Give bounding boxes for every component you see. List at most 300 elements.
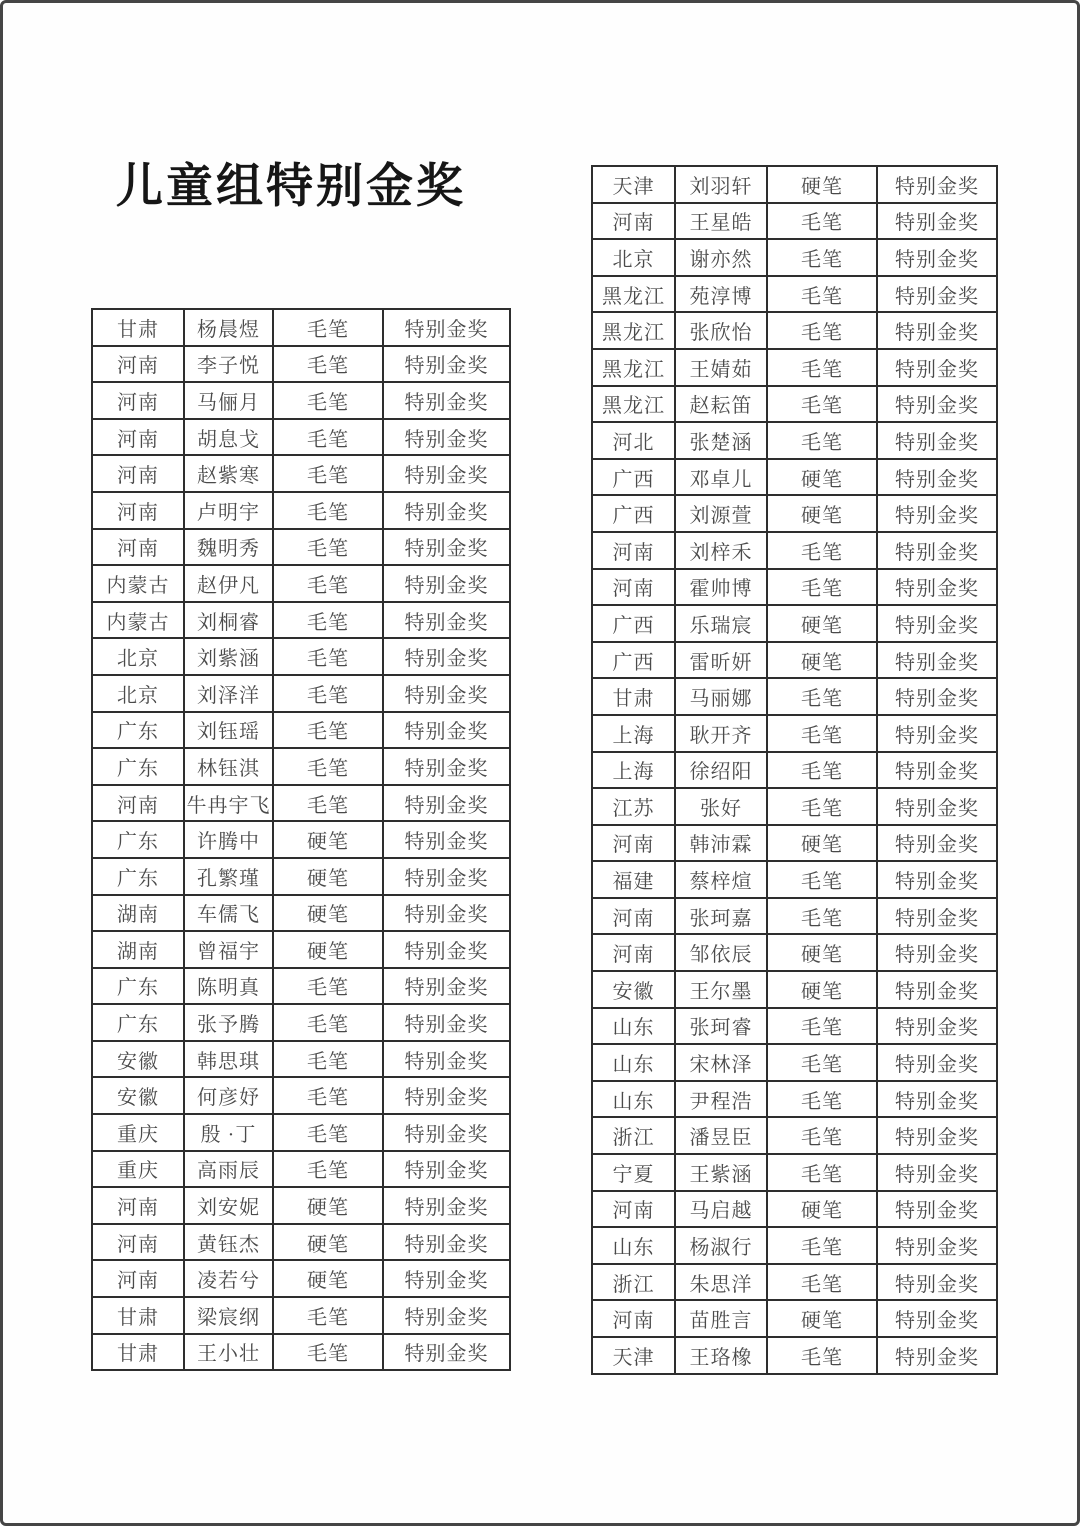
cell-award: 特别金奖 bbox=[877, 386, 997, 423]
cell-name: 苗胜言 bbox=[675, 1300, 767, 1337]
table-row bbox=[92, 712, 510, 749]
cell-award: 特别金奖 bbox=[877, 495, 997, 532]
table-row bbox=[92, 858, 510, 895]
table-row bbox=[592, 715, 997, 752]
cell-name: 杨淑行 bbox=[675, 1227, 767, 1264]
cell-award: 特别金奖 bbox=[383, 602, 510, 639]
table-row bbox=[92, 1077, 510, 1114]
cell-award: 特别金奖 bbox=[383, 309, 510, 346]
cell-name: 高雨辰 bbox=[184, 1151, 273, 1188]
cell-province: 河南 bbox=[592, 934, 675, 971]
cell-name: 李子悦 bbox=[184, 346, 273, 383]
table-row bbox=[592, 459, 997, 496]
table-row bbox=[592, 1300, 997, 1337]
cell-award: 特别金奖 bbox=[383, 1151, 510, 1188]
cell-province: 宁夏 bbox=[592, 1154, 675, 1191]
cell-name: 张予腾 bbox=[184, 1004, 273, 1041]
cell-award: 特别金奖 bbox=[877, 1191, 997, 1228]
cell-name: 梁宸纲 bbox=[184, 1297, 273, 1334]
cell-name: 黄钰杰 bbox=[184, 1224, 273, 1261]
table-row bbox=[92, 821, 510, 858]
cell-award: 特别金奖 bbox=[877, 934, 997, 971]
table-row bbox=[92, 931, 510, 968]
table-row bbox=[592, 532, 997, 569]
cell-province: 黑龙江 bbox=[592, 386, 675, 423]
cell-name: 刘羽轩 bbox=[675, 166, 767, 203]
cell-award: 特别金奖 bbox=[383, 785, 510, 822]
cell-province: 内蒙古 bbox=[92, 602, 184, 639]
cell-name: 孔繁瑾 bbox=[184, 858, 273, 895]
cell-name: 谢亦然 bbox=[675, 239, 767, 276]
cell-province: 河南 bbox=[592, 1300, 675, 1337]
cell-name: 刘桐睿 bbox=[184, 602, 273, 639]
table-row bbox=[592, 752, 997, 789]
cell-province: 广东 bbox=[92, 858, 184, 895]
cell-award: 特别金奖 bbox=[877, 276, 997, 313]
cell-province: 黑龙江 bbox=[592, 349, 675, 386]
cell-province: 山东 bbox=[592, 1081, 675, 1118]
table-row bbox=[92, 346, 510, 383]
cell-award: 特别金奖 bbox=[877, 1044, 997, 1081]
cell-pen-type: 毛笔 bbox=[273, 1041, 383, 1078]
table-row bbox=[92, 675, 510, 712]
cell-name: 乐瑞宸 bbox=[675, 605, 767, 642]
cell-province: 湖南 bbox=[92, 895, 184, 932]
cell-province: 安徽 bbox=[592, 971, 675, 1008]
table-row bbox=[92, 1151, 510, 1188]
award-table-left bbox=[91, 308, 511, 1371]
cell-province: 河南 bbox=[592, 1191, 675, 1228]
cell-province: 河南 bbox=[592, 569, 675, 606]
cell-award: 特别金奖 bbox=[877, 1337, 997, 1374]
cell-name: 杨晨煜 bbox=[184, 309, 273, 346]
cell-award: 特别金奖 bbox=[383, 455, 510, 492]
cell-pen-type: 毛笔 bbox=[767, 715, 877, 752]
cell-award: 特别金奖 bbox=[383, 529, 510, 566]
cell-name: 徐绍阳 bbox=[675, 752, 767, 789]
cell-province: 河南 bbox=[592, 825, 675, 862]
cell-pen-type: 毛笔 bbox=[767, 752, 877, 789]
table-row bbox=[92, 1334, 510, 1371]
cell-province: 重庆 bbox=[92, 1114, 184, 1151]
cell-award: 特别金奖 bbox=[383, 968, 510, 1005]
cell-province: 安徽 bbox=[92, 1077, 184, 1114]
table-row bbox=[92, 1260, 510, 1297]
cell-pen-type: 硬笔 bbox=[767, 825, 877, 862]
cell-province: 安徽 bbox=[92, 1041, 184, 1078]
table-row bbox=[592, 861, 997, 898]
cell-name: 王星皓 bbox=[675, 203, 767, 240]
cell-award: 特别金奖 bbox=[877, 1154, 997, 1191]
cell-pen-type: 毛笔 bbox=[767, 1227, 877, 1264]
cell-pen-type: 毛笔 bbox=[273, 1114, 383, 1151]
table-row bbox=[592, 971, 997, 1008]
cell-award: 特别金奖 bbox=[877, 459, 997, 496]
cell-province: 浙江 bbox=[592, 1264, 675, 1301]
table-row bbox=[92, 529, 510, 566]
cell-award: 特别金奖 bbox=[383, 565, 510, 602]
cell-province: 广西 bbox=[592, 459, 675, 496]
cell-pen-type: 毛笔 bbox=[273, 565, 383, 602]
cell-name: 陈明真 bbox=[184, 968, 273, 1005]
table-row bbox=[92, 748, 510, 785]
cell-name: 王婧茹 bbox=[675, 349, 767, 386]
cell-pen-type: 毛笔 bbox=[273, 1334, 383, 1371]
table-row bbox=[92, 785, 510, 822]
cell-name: 尹程浩 bbox=[675, 1081, 767, 1118]
table-row bbox=[592, 203, 997, 240]
cell-pen-type: 毛笔 bbox=[767, 788, 877, 825]
cell-pen-type: 毛笔 bbox=[273, 529, 383, 566]
cell-province: 浙江 bbox=[592, 1117, 675, 1154]
cell-pen-type: 硬笔 bbox=[767, 459, 877, 496]
cell-pen-type: 硬笔 bbox=[273, 1224, 383, 1261]
cell-pen-type: 毛笔 bbox=[273, 346, 383, 383]
table-row bbox=[592, 1008, 997, 1045]
table-row bbox=[92, 565, 510, 602]
cell-pen-type: 毛笔 bbox=[767, 1081, 877, 1118]
table-row bbox=[592, 1117, 997, 1154]
cell-award: 特别金奖 bbox=[877, 166, 997, 203]
cell-province: 广东 bbox=[92, 1004, 184, 1041]
cell-pen-type: 硬笔 bbox=[273, 821, 383, 858]
cell-pen-type: 毛笔 bbox=[273, 382, 383, 419]
cell-pen-type: 毛笔 bbox=[767, 532, 877, 569]
cell-award: 特别金奖 bbox=[383, 858, 510, 895]
cell-pen-type: 硬笔 bbox=[767, 971, 877, 1008]
table-row bbox=[92, 1114, 510, 1151]
cell-award: 特别金奖 bbox=[877, 1227, 997, 1264]
cell-award: 特别金奖 bbox=[877, 788, 997, 825]
cell-pen-type: 毛笔 bbox=[273, 1004, 383, 1041]
cell-name: 苑淳博 bbox=[675, 276, 767, 313]
cell-pen-type: 毛笔 bbox=[767, 239, 877, 276]
cell-award: 特别金奖 bbox=[877, 861, 997, 898]
table-row bbox=[592, 1081, 997, 1118]
cell-province: 广东 bbox=[92, 968, 184, 1005]
cell-pen-type: 毛笔 bbox=[273, 455, 383, 492]
cell-award: 特别金奖 bbox=[877, 605, 997, 642]
cell-province: 广东 bbox=[92, 748, 184, 785]
cell-name: 刘钰瑶 bbox=[184, 712, 273, 749]
table-row bbox=[92, 455, 510, 492]
cell-province: 黑龙江 bbox=[592, 312, 675, 349]
cell-pen-type: 毛笔 bbox=[273, 968, 383, 1005]
cell-name: 朱思洋 bbox=[675, 1264, 767, 1301]
cell-name: 王紫涵 bbox=[675, 1154, 767, 1191]
cell-pen-type: 硬笔 bbox=[273, 1187, 383, 1224]
cell-province: 上海 bbox=[592, 715, 675, 752]
cell-name: 韩思琪 bbox=[184, 1041, 273, 1078]
table-row bbox=[592, 934, 997, 971]
page-title: 儿童组特别金奖 bbox=[116, 159, 466, 214]
cell-name: 刘泽洋 bbox=[184, 675, 273, 712]
cell-name: 刘紫涵 bbox=[184, 638, 273, 675]
cell-pen-type: 毛笔 bbox=[273, 1151, 383, 1188]
cell-award: 特别金奖 bbox=[877, 422, 997, 459]
cell-province: 北京 bbox=[92, 675, 184, 712]
cell-province: 河南 bbox=[92, 529, 184, 566]
cell-pen-type: 毛笔 bbox=[767, 1044, 877, 1081]
cell-award: 特别金奖 bbox=[383, 1114, 510, 1151]
cell-award: 特别金奖 bbox=[383, 419, 510, 456]
cell-province: 河南 bbox=[92, 455, 184, 492]
cell-pen-type: 毛笔 bbox=[767, 569, 877, 606]
cell-pen-type: 毛笔 bbox=[767, 898, 877, 935]
table-row bbox=[592, 1227, 997, 1264]
table-row bbox=[592, 276, 997, 313]
award-table-right bbox=[591, 165, 998, 1375]
cell-award: 特别金奖 bbox=[877, 239, 997, 276]
cell-name: 许腾中 bbox=[184, 821, 273, 858]
cell-province: 河北 bbox=[592, 422, 675, 459]
cell-award: 特别金奖 bbox=[877, 1008, 997, 1045]
cell-name: 殷 ·丁 bbox=[184, 1114, 273, 1151]
table-row bbox=[92, 602, 510, 639]
cell-name: 刘梓禾 bbox=[675, 532, 767, 569]
cell-province: 广西 bbox=[592, 605, 675, 642]
cell-name: 卢明宇 bbox=[184, 492, 273, 529]
cell-award: 特别金奖 bbox=[383, 895, 510, 932]
cell-name: 耿开齐 bbox=[675, 715, 767, 752]
table-row bbox=[92, 309, 510, 346]
cell-pen-type: 毛笔 bbox=[273, 492, 383, 529]
cell-province: 甘肃 bbox=[92, 1334, 184, 1371]
cell-pen-type: 硬笔 bbox=[767, 642, 877, 679]
cell-pen-type: 毛笔 bbox=[767, 1154, 877, 1191]
table-row bbox=[92, 638, 510, 675]
cell-province: 河南 bbox=[92, 1187, 184, 1224]
cell-name: 张珂嘉 bbox=[675, 898, 767, 935]
cell-pen-type: 硬笔 bbox=[273, 931, 383, 968]
cell-award: 特别金奖 bbox=[877, 642, 997, 679]
cell-award: 特别金奖 bbox=[383, 638, 510, 675]
cell-pen-type: 毛笔 bbox=[273, 785, 383, 822]
cell-province: 内蒙古 bbox=[92, 565, 184, 602]
cell-province: 福建 bbox=[592, 861, 675, 898]
table-row bbox=[592, 312, 997, 349]
cell-award: 特别金奖 bbox=[383, 1187, 510, 1224]
cell-pen-type: 毛笔 bbox=[767, 349, 877, 386]
cell-name: 牛冉宇飞 bbox=[184, 785, 273, 822]
cell-award: 特别金奖 bbox=[383, 1260, 510, 1297]
cell-name: 刘安妮 bbox=[184, 1187, 273, 1224]
cell-pen-type: 硬笔 bbox=[273, 858, 383, 895]
table-row bbox=[92, 1297, 510, 1334]
table-row bbox=[592, 166, 997, 203]
cell-name: 张楚涵 bbox=[675, 422, 767, 459]
cell-award: 特别金奖 bbox=[383, 748, 510, 785]
cell-province: 河南 bbox=[592, 203, 675, 240]
cell-award: 特别金奖 bbox=[877, 678, 997, 715]
table-row bbox=[592, 1191, 997, 1228]
cell-province: 广西 bbox=[592, 642, 675, 679]
table-row bbox=[92, 419, 510, 456]
cell-award: 特别金奖 bbox=[383, 492, 510, 529]
cell-province: 河南 bbox=[92, 785, 184, 822]
cell-name: 邹依辰 bbox=[675, 934, 767, 971]
cell-award: 特别金奖 bbox=[877, 825, 997, 862]
cell-award: 特别金奖 bbox=[877, 1300, 997, 1337]
table-row bbox=[592, 788, 997, 825]
cell-name: 张好 bbox=[675, 788, 767, 825]
table-row bbox=[592, 495, 997, 532]
cell-pen-type: 毛笔 bbox=[273, 309, 383, 346]
cell-name: 曾福宇 bbox=[184, 931, 273, 968]
cell-award: 特别金奖 bbox=[383, 1041, 510, 1078]
table-row bbox=[592, 386, 997, 423]
table-row bbox=[92, 1187, 510, 1224]
table-row bbox=[592, 349, 997, 386]
cell-pen-type: 毛笔 bbox=[273, 638, 383, 675]
cell-pen-type: 毛笔 bbox=[767, 1337, 877, 1374]
cell-pen-type: 毛笔 bbox=[767, 203, 877, 240]
cell-province: 河南 bbox=[92, 492, 184, 529]
cell-name: 刘源萱 bbox=[675, 495, 767, 532]
cell-name: 胡息戈 bbox=[184, 419, 273, 456]
cell-name: 马启越 bbox=[675, 1191, 767, 1228]
cell-award: 特别金奖 bbox=[877, 203, 997, 240]
cell-name: 韩沛霖 bbox=[675, 825, 767, 862]
cell-province: 广东 bbox=[92, 712, 184, 749]
table-row bbox=[592, 605, 997, 642]
cell-award: 特别金奖 bbox=[383, 821, 510, 858]
cell-award: 特别金奖 bbox=[877, 715, 997, 752]
table-row bbox=[592, 239, 997, 276]
cell-name: 王尔墨 bbox=[675, 971, 767, 1008]
table-row bbox=[92, 895, 510, 932]
cell-name: 宋林泽 bbox=[675, 1044, 767, 1081]
cell-province: 甘肃 bbox=[592, 678, 675, 715]
cell-award: 特别金奖 bbox=[383, 1004, 510, 1041]
table-row bbox=[92, 1041, 510, 1078]
cell-province: 上海 bbox=[592, 752, 675, 789]
table-row bbox=[92, 382, 510, 419]
cell-pen-type: 毛笔 bbox=[273, 602, 383, 639]
cell-pen-type: 毛笔 bbox=[273, 1077, 383, 1114]
table-row bbox=[592, 678, 997, 715]
cell-province: 河南 bbox=[92, 346, 184, 383]
cell-province: 重庆 bbox=[92, 1151, 184, 1188]
cell-pen-type: 硬笔 bbox=[767, 1191, 877, 1228]
cell-province: 广西 bbox=[592, 495, 675, 532]
cell-pen-type: 毛笔 bbox=[767, 1264, 877, 1301]
cell-pen-type: 毛笔 bbox=[273, 748, 383, 785]
table-row bbox=[592, 1264, 997, 1301]
cell-province: 河南 bbox=[92, 419, 184, 456]
cell-province: 山东 bbox=[592, 1044, 675, 1081]
cell-name: 赵伊凡 bbox=[184, 565, 273, 602]
table-row bbox=[592, 1044, 997, 1081]
cell-province: 山东 bbox=[592, 1227, 675, 1264]
table-row bbox=[592, 825, 997, 862]
cell-award: 特别金奖 bbox=[877, 898, 997, 935]
cell-name: 车儒飞 bbox=[184, 895, 273, 932]
cell-award: 特别金奖 bbox=[877, 1264, 997, 1301]
cell-province: 河南 bbox=[92, 1260, 184, 1297]
cell-pen-type: 毛笔 bbox=[273, 419, 383, 456]
table-row bbox=[592, 1154, 997, 1191]
cell-pen-type: 毛笔 bbox=[767, 386, 877, 423]
cell-award: 特别金奖 bbox=[877, 971, 997, 1008]
cell-pen-type: 毛笔 bbox=[767, 678, 877, 715]
cell-award: 特别金奖 bbox=[877, 532, 997, 569]
table-row bbox=[592, 569, 997, 606]
cell-name: 魏明秀 bbox=[184, 529, 273, 566]
cell-name: 邓卓儿 bbox=[675, 459, 767, 496]
table-row bbox=[592, 642, 997, 679]
cell-name: 马俪月 bbox=[184, 382, 273, 419]
table-row bbox=[592, 898, 997, 935]
cell-award: 特别金奖 bbox=[383, 1334, 510, 1371]
cell-pen-type: 硬笔 bbox=[273, 1260, 383, 1297]
award-table-right-body bbox=[592, 166, 997, 1374]
cell-name: 王珞橡 bbox=[675, 1337, 767, 1374]
cell-name: 潘昱臣 bbox=[675, 1117, 767, 1154]
cell-name: 霍帅博 bbox=[675, 569, 767, 606]
cell-pen-type: 毛笔 bbox=[273, 712, 383, 749]
award-table-left-body bbox=[92, 309, 510, 1370]
cell-award: 特别金奖 bbox=[877, 312, 997, 349]
cell-name: 赵耘笛 bbox=[675, 386, 767, 423]
cell-name: 雷昕妍 bbox=[675, 642, 767, 679]
cell-award: 特别金奖 bbox=[383, 931, 510, 968]
cell-pen-type: 硬笔 bbox=[767, 934, 877, 971]
cell-name: 马丽娜 bbox=[675, 678, 767, 715]
cell-award: 特别金奖 bbox=[877, 752, 997, 789]
cell-award: 特别金奖 bbox=[383, 1224, 510, 1261]
cell-province: 山东 bbox=[592, 1008, 675, 1045]
cell-province: 北京 bbox=[92, 638, 184, 675]
cell-name: 蔡梓煊 bbox=[675, 861, 767, 898]
table-row bbox=[92, 1004, 510, 1041]
cell-name: 林钰淇 bbox=[184, 748, 273, 785]
cell-award: 特别金奖 bbox=[383, 712, 510, 749]
cell-province: 河南 bbox=[592, 898, 675, 935]
cell-province: 江苏 bbox=[592, 788, 675, 825]
cell-award: 特别金奖 bbox=[383, 382, 510, 419]
cell-pen-type: 硬笔 bbox=[767, 1300, 877, 1337]
cell-province: 湖南 bbox=[92, 931, 184, 968]
cell-pen-type: 毛笔 bbox=[273, 1297, 383, 1334]
cell-name: 张珂睿 bbox=[675, 1008, 767, 1045]
cell-province: 天津 bbox=[592, 1337, 675, 1374]
cell-province: 甘肃 bbox=[92, 1297, 184, 1334]
cell-name: 张欣怡 bbox=[675, 312, 767, 349]
cell-province: 河南 bbox=[92, 1224, 184, 1261]
cell-award: 特别金奖 bbox=[877, 569, 997, 606]
cell-award: 特别金奖 bbox=[877, 349, 997, 386]
table-row bbox=[92, 492, 510, 529]
table-row bbox=[92, 968, 510, 1005]
table-row bbox=[592, 1337, 997, 1374]
cell-pen-type: 硬笔 bbox=[767, 166, 877, 203]
cell-pen-type: 毛笔 bbox=[767, 422, 877, 459]
cell-name: 王小壮 bbox=[184, 1334, 273, 1371]
cell-province: 北京 bbox=[592, 239, 675, 276]
cell-award: 特别金奖 bbox=[383, 675, 510, 712]
cell-pen-type: 毛笔 bbox=[767, 1117, 877, 1154]
cell-award: 特别金奖 bbox=[383, 346, 510, 383]
cell-province: 河南 bbox=[592, 532, 675, 569]
cell-name: 何彦妤 bbox=[184, 1077, 273, 1114]
cell-award: 特别金奖 bbox=[383, 1077, 510, 1114]
table-row bbox=[92, 1224, 510, 1261]
cell-pen-type: 毛笔 bbox=[273, 675, 383, 712]
cell-name: 凌若兮 bbox=[184, 1260, 273, 1297]
cell-name: 赵紫寒 bbox=[184, 455, 273, 492]
cell-award: 特别金奖 bbox=[383, 1297, 510, 1334]
